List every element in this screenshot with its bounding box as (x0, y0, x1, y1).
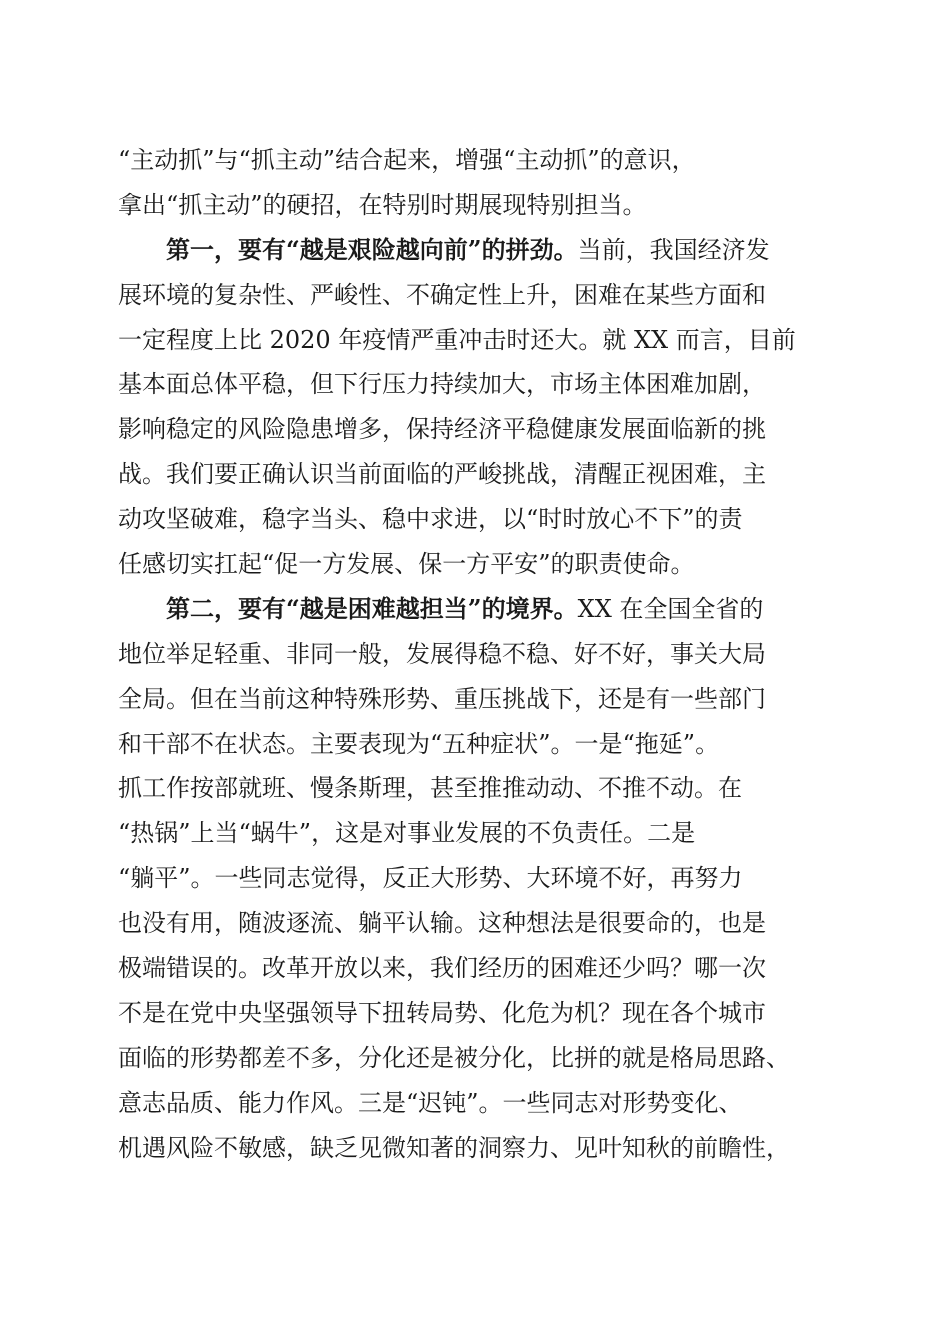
paragraph-first (118, 228, 838, 587)
document-body (118, 138, 838, 1170)
text-line: “热锅”上当“蜗牛”，这是对事业发展的不负责任。二是 (118, 819, 696, 848)
text-line: 抓工作按部就班、慢条斯理，甚至推推动动、不推不动。在 (118, 774, 742, 803)
text-run: 当前，我国经济发 (577, 235, 770, 264)
text-line: 机遇风险不敏感，缺乏见微知著的洞察力、见叶知秋的前瞻性， (118, 1133, 790, 1162)
text-line: 极端错误的。改革开放以来，我们经历的困难还少吗？哪一次 (118, 954, 766, 983)
paragraph-heading-second: 第二，要有“越是困难越担当”的境界。 (166, 593, 578, 623)
text-line: “躺平”。一些同志觉得，反正大形势、大环境不好，再努力 (118, 864, 743, 893)
text-line: 影响稳定的风险隐患增多，保持经济平稳健康发展面临新的挑 (118, 415, 766, 444)
text-line: 动攻坚破难，稳字当头、稳中求进，以“时时放心不下”的责 (118, 505, 743, 534)
text-line: 也没有用，随波逐流、躺平认输。这种想法是很要命的，也是 (118, 909, 766, 938)
text-line: 展环境的复杂性、严峻性、不确定性上升，困难在某些方面和 (118, 280, 766, 309)
text-line: 全局。但在当前这种特殊形势、重压挑战下，还是有一些部门 (118, 684, 766, 713)
paragraph-heading-first: 第一，要有“越是艰险越向前”的拼劲。 (166, 234, 578, 264)
text-line: 基本面总体平稳，但下行压力持续加大，市场主体困难加剧， (118, 370, 766, 399)
paragraph-second (118, 587, 838, 1171)
text-line: 战。我们要正确认识当前面临的严峻挑战，清醒正视困难，主 (118, 460, 766, 489)
paragraph-intro (118, 138, 838, 228)
text-line: 拿出“抓主动”的硬招，在特别时期展现特别担当。 (118, 190, 647, 219)
text-line: 意志品质、能力作风。三是“迟钝”。一些同志对形势变化、 (118, 1088, 743, 1117)
text-line: 和干部不在状态。主要表现为“五种症状”。一是“拖延”。 (118, 729, 720, 758)
text-line: 面临的形势都差不多，分化还是被分化，比拼的就是格局思路、 (118, 1043, 790, 1072)
text-line: 地位举足轻重、非同一般，发展得稳不稳、好不好，事关大局 (118, 639, 766, 668)
text-line: 一定程度上比 2020 年疫情严重冲击时还大。就 XX 而言，目前 (118, 325, 796, 354)
text-line (118, 228, 838, 273)
text-line: 不是在党中央坚强领导下扭转局势、化危为机？现在各个城市 (118, 998, 766, 1027)
text-line: 任感切实扛起“促一方发展、保一方平安”的职责使命。 (118, 550, 695, 579)
text-line (118, 587, 838, 632)
text-line: “主动抓”与“抓主动”结合起来，增强“主动抓”的意识， (118, 146, 696, 174)
text-run: XX 在全国全省的 (577, 594, 764, 623)
